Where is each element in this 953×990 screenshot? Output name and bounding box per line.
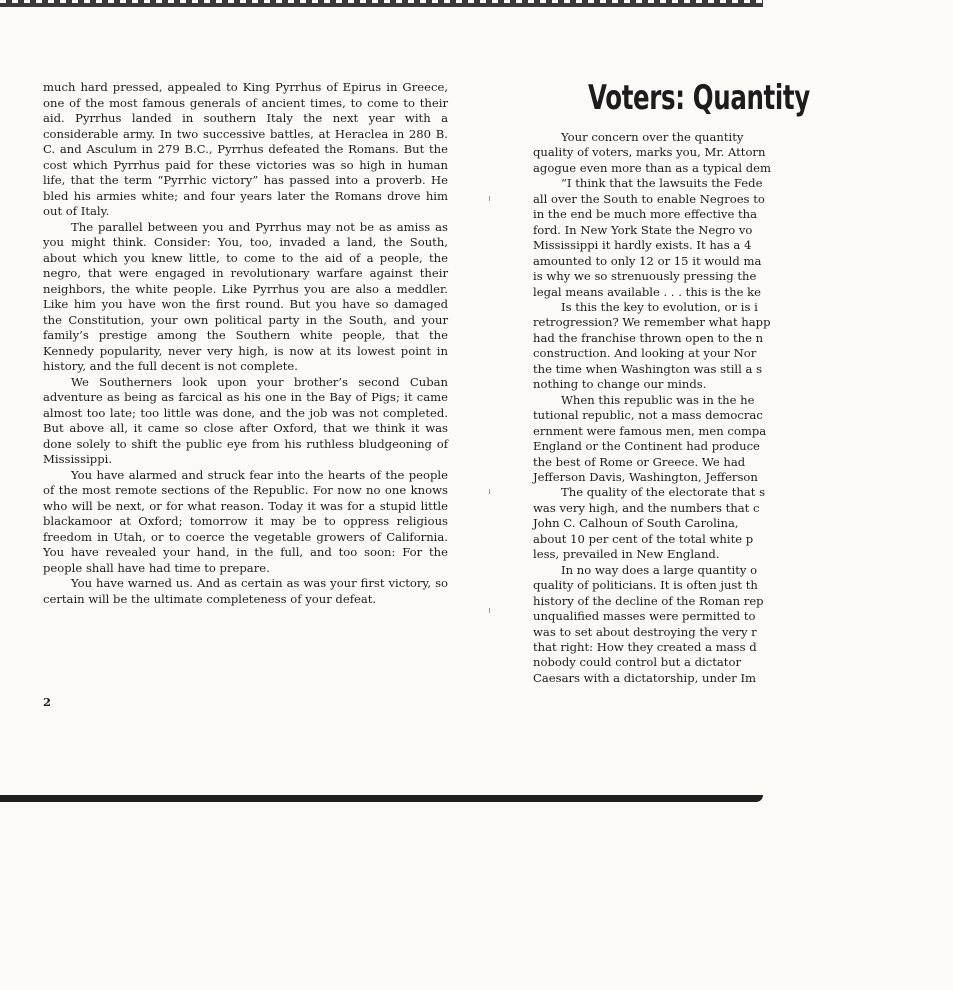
text-line: ernment were famous men, men compa	[533, 423, 767, 438]
text-line: construction. And looking at your Nor	[533, 346, 757, 361]
bottom-border-rule	[0, 795, 763, 802]
paragraph: We Southerners look upon your brother’s second Cuban adventure as being as farcical as his one in the Bay of Pigs; it came almost too late; too little was done, and the job was not completed. But above all, it came so close after Oxford, that we think it was done solely to shift the public eye from his ruthless bludgeoning of Mississippi.	[43, 374, 448, 466]
page-number: 2	[43, 695, 52, 709]
text-line: tutional republic, not a mass democrac	[533, 408, 763, 423]
text-line: Jefferson Davis, Washington, Jefferson	[533, 469, 758, 484]
text-line: amounted to only 12 or 15 it would ma	[533, 253, 762, 268]
text-line: all over the South to enable Negroes to	[533, 191, 765, 206]
text-line: that right: How they created a mass d	[533, 639, 757, 654]
text-line: quality of politicians. It is often just th	[533, 578, 758, 593]
text-line: quality of voters, marks you, Mr. Attorn	[533, 145, 766, 160]
paragraph: much hard pressed, appealed to King Pyrrhus of Epirus in Greece, one of the most famous generals of ancient times, to come to their aid. Pyrrhus landed in southern Italy the next year with a considerable army. In two successive battles, at Heraclea in 280 B. C. and Asculum in 279 B.C., Pyrrhus defeated the Romans. But the cost which Pyrrhus paid for these victories was so high in human life, that the term “Pyrrhic victory” has passed into a proverb. He bled his armies white; and four years later the Romans drove him out of Italy.	[43, 80, 448, 218]
gutter-mark	[489, 489, 490, 494]
text-line: “I think that the lawsuits the Fede	[561, 176, 763, 191]
text-line: was to set about destroying the very r	[533, 624, 757, 639]
text-line: John C. Calhoun of South Carolina,	[533, 516, 739, 531]
text-line: was very high, and the numbers that c	[533, 500, 760, 515]
text-line: Caesars with a dictatorship, under Im	[533, 670, 757, 685]
text-line: nobody could control but a dictator	[533, 655, 741, 670]
text-line: had the franchise thrown open to the n	[533, 330, 764, 345]
text-line: ford. In New York State the Negro vo	[533, 222, 753, 237]
text-line: nothing to change our minds.	[533, 377, 707, 392]
right-text-column	[533, 130, 953, 686]
text-line: When this republic was in the he	[561, 392, 755, 407]
paragraph: You have warned us. And as certain as was your first victory, so certain will be the ultimate completeness of your defeat.	[43, 576, 448, 606]
paragraph: You have alarmed and struck fear into the hearts of the people of the most remote sections of the Republic. For now no one knows who will be next, or for what reason. Today it was for a stupid little blackamoor at Oxford; tomorrow it may be to oppress religious freedom in Utah, or to coerce the vegetable growers of California. You have revealed your hand, in the full, and too soon: For the people shall have had time to prepare.	[43, 467, 448, 575]
text-line: the best of Rome or Greece. We had	[533, 454, 746, 469]
text-line: The quality of the electorate that s	[561, 485, 766, 500]
text-line: agogue even more than as a typical dem	[533, 160, 771, 175]
article-headline: Voters: Quantity	[588, 78, 810, 118]
text-line: is why we so strenuously pressing the	[533, 269, 757, 284]
text-line: legal means available . . . this is the ke	[533, 284, 762, 299]
top-border-perforation	[0, 0, 763, 3]
gutter-mark	[489, 196, 490, 201]
text-line: Mississippi it hardly exists. It has a 4	[533, 238, 752, 253]
text-line: unqualified masses were permitted to	[533, 609, 756, 624]
text-line: in the end be much more effective tha	[533, 207, 758, 222]
text-line: Your concern over the quantity	[561, 130, 744, 144]
text-line: about 10 per cent of the total white p	[533, 531, 754, 546]
paragraph: The parallel between you and Pyrrhus may not be as amiss as you might think. Consider: You, too, invaded a land, the South, about which you knew little, to come to the aid of a people, the negro, that were engaged in revolutionary warfare against their neighbors, the white people. Like Pyrrhus you are also a meddler. Like him you have won the first round. But you have so damaged the Constitution, your own political party in the South, and your family’s prestige among the Southern white people, that the Kennedy popularity, never very high, is now at its lowest point in history, and the full decent is not complete.	[43, 219, 448, 373]
text-line: history of the decline of the Roman rep	[533, 593, 764, 608]
left-text-column	[43, 80, 448, 607]
text-line: Is this the key to evolution, or is i	[561, 299, 758, 314]
text-line: In no way does a large quantity o	[561, 562, 758, 577]
text-line: the time when Washington was still a s	[533, 361, 763, 376]
text-line: less, prevailed in New England.	[533, 547, 720, 562]
text-line: England or the Continent had produce	[533, 439, 760, 454]
gutter-mark	[489, 608, 490, 613]
text-line: retrogression? We remember what happ	[533, 315, 771, 330]
